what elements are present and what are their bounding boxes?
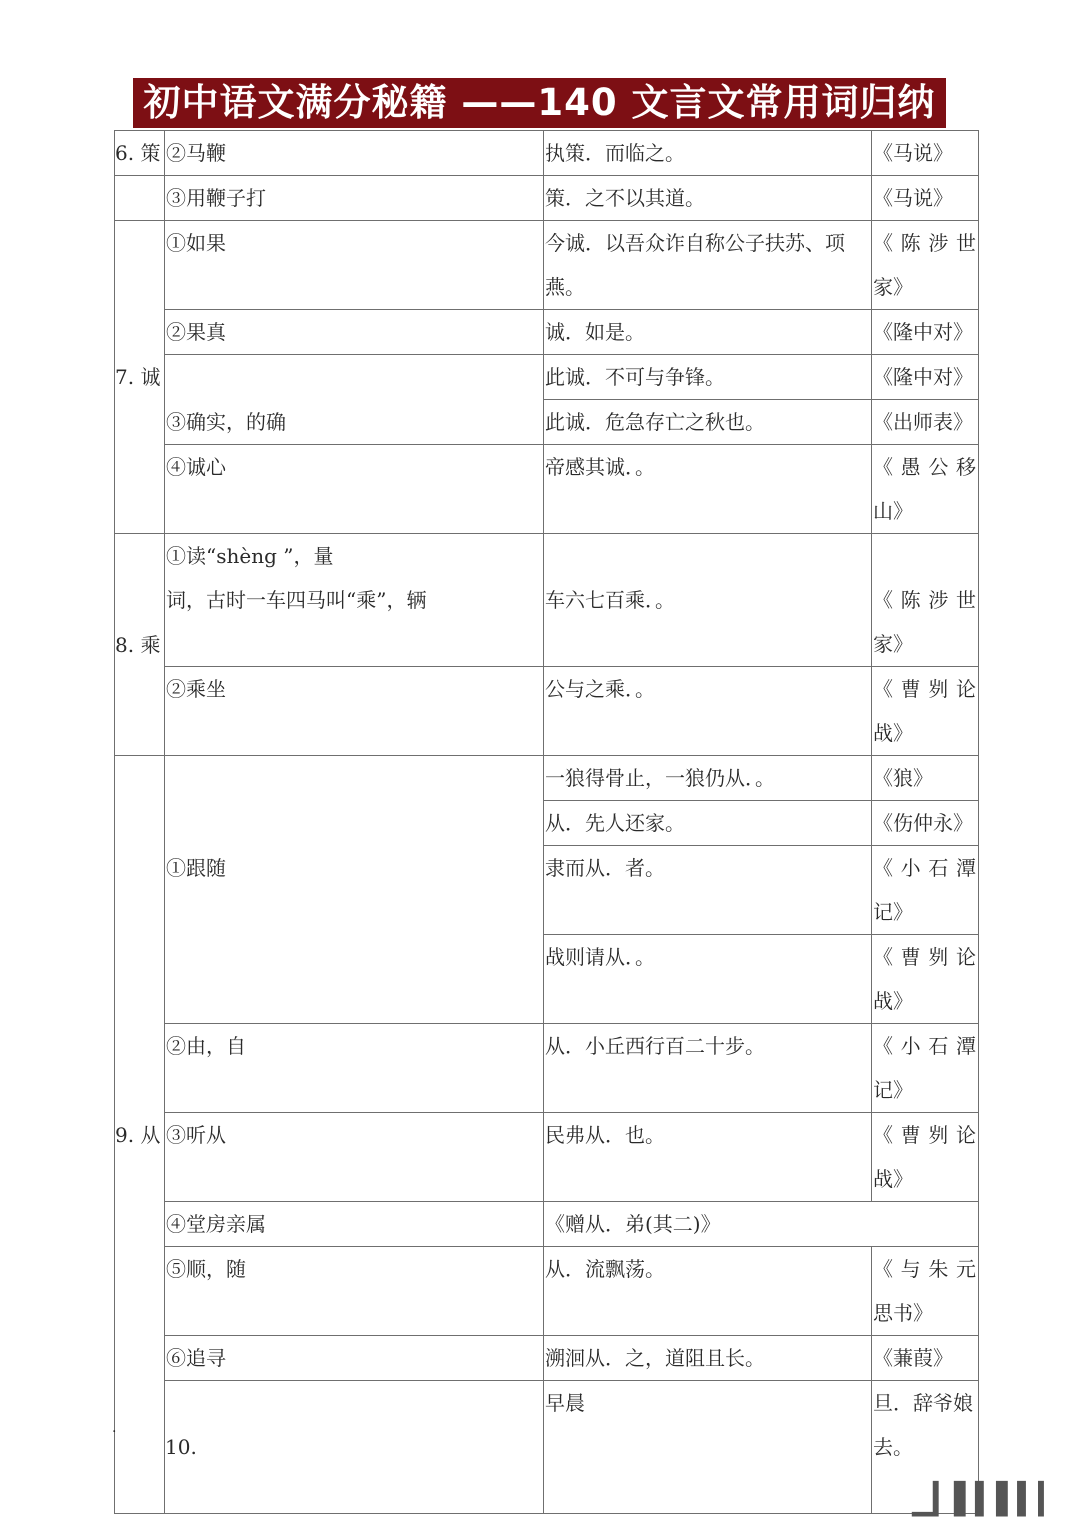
example-cell: 《赠从．弟(其二)》 [544, 1202, 979, 1247]
source-cell: 《隆中对》 [872, 310, 979, 355]
meaning-cell: ③确实，的确 [165, 355, 544, 445]
table-row [115, 1113, 979, 1202]
entry-number: 8. 乘 [115, 534, 165, 756]
entry-number [115, 176, 165, 221]
table-row [115, 131, 979, 176]
table-row [115, 1247, 979, 1336]
example-cell: 诚．如是。 [544, 310, 872, 355]
source-cell: 《 小 石 潭 记》 [872, 1024, 979, 1113]
meaning-cell: ③用鞭子打 [165, 176, 544, 221]
meaning-cell: ④诚心 [165, 445, 544, 534]
meaning-cell: ①跟随 [165, 756, 544, 1024]
table-row [115, 756, 979, 801]
example-cell: 隶而从．者。 [544, 846, 872, 935]
meaning-cell: ②乘坐 [165, 667, 544, 756]
table-row [115, 667, 979, 756]
entry-number: 7. 诚 [115, 221, 165, 534]
table-row [115, 1202, 979, 1247]
source-cell: 《 曹 刿 论 战》 [872, 667, 979, 756]
table-row [115, 310, 979, 355]
source-cell: 《 小 石 潭 记》 [872, 846, 979, 935]
entry-number: 9. 从 [115, 756, 165, 1514]
example-cell: 一狼得骨止，一狼仍从．。 [544, 756, 872, 801]
table-row [115, 355, 979, 400]
source-cell: 《出师表》 [872, 400, 979, 445]
example-cell: 从．先人还家。 [544, 801, 872, 846]
meaning-cell: ②马鞭 [165, 131, 544, 176]
meaning-cell: ⑥追寻 [165, 1336, 544, 1381]
table-row [115, 534, 979, 667]
example-cell: 从．小丘西行百二十步。 [544, 1024, 872, 1113]
meaning-cell: ③听从 [165, 1113, 544, 1202]
table-row [115, 1024, 979, 1113]
meaning-cell: ①如果 [165, 221, 544, 310]
source-cell: 《 陈 涉 世 家》 [872, 534, 979, 667]
watermark-bars-icon: ▁▎▌▍▌▍▎ [912, 1482, 1060, 1517]
source-cell: 《 曹 刿 论 战》 [872, 1113, 979, 1202]
example-cell: 战则请从．。 [544, 935, 872, 1024]
example-cell: 旦．辞爷娘去。 [872, 1381, 979, 1514]
source-cell: 《蒹葭》 [872, 1336, 979, 1381]
example-cell: 民弗从．也。 [544, 1113, 872, 1202]
source-cell: 《狼》 [872, 756, 979, 801]
example-cell: 执策．而临之。 [544, 131, 872, 176]
source-cell: 《隆中对》 [872, 355, 979, 400]
meaning-cell: ②由，自 [165, 1024, 544, 1113]
source-cell: 《马说》 [872, 131, 979, 176]
entry-number: 10. [165, 1381, 544, 1514]
source-cell: 《 陈 涉 世 家》 [872, 221, 979, 310]
example-cell: 此诚．危急存亡之秋也。 [544, 400, 872, 445]
example-cell: 车六七百乘．。 [544, 534, 872, 667]
source-cell: 《 与 朱 元 思书》 [872, 1247, 979, 1336]
meaning-cell: ⑤顺，随 [165, 1247, 544, 1336]
source-cell: 《马说》 [872, 176, 979, 221]
example-cell: 溯洄从．之，道阻且长。 [544, 1336, 872, 1381]
source-cell: 《 曹 刿 论 战》 [872, 935, 979, 1024]
table-row [115, 221, 979, 310]
example-cell: 从．流飘荡。 [544, 1247, 872, 1336]
page-title-banner: 初中语文满分秘籍 ——140 文言文常用词归纳 [133, 78, 946, 128]
example-cell: 今诚．以吾众诈自称公子扶苏、项燕。 [544, 221, 872, 310]
table-row [115, 176, 979, 221]
table-row [115, 1381, 979, 1514]
source-cell: 《伤仲永》 [872, 801, 979, 846]
meaning-cell: 早晨 [544, 1381, 872, 1514]
example-cell: 策．之不以其道。 [544, 176, 872, 221]
example-cell: 此诚．不可与争锋。 [544, 355, 872, 400]
example-cell: 公与之乘．。 [544, 667, 872, 756]
table-row [115, 1336, 979, 1381]
example-cell: 帝感其诚．。 [544, 445, 872, 534]
entry-number: 6. 策 [115, 131, 165, 176]
meaning-cell: ④堂房亲属 [165, 1202, 544, 1247]
footer-dot: . [112, 1420, 117, 1436]
source-cell: 《 愚 公 移 山》 [872, 445, 979, 534]
table-row [115, 445, 979, 534]
meaning-cell: ②果真 [165, 310, 544, 355]
meaning-cell: ①读“shèng ”，量 词，古时一车四马叫“乘”，辆 [165, 534, 544, 667]
vocab-table [114, 130, 979, 1514]
